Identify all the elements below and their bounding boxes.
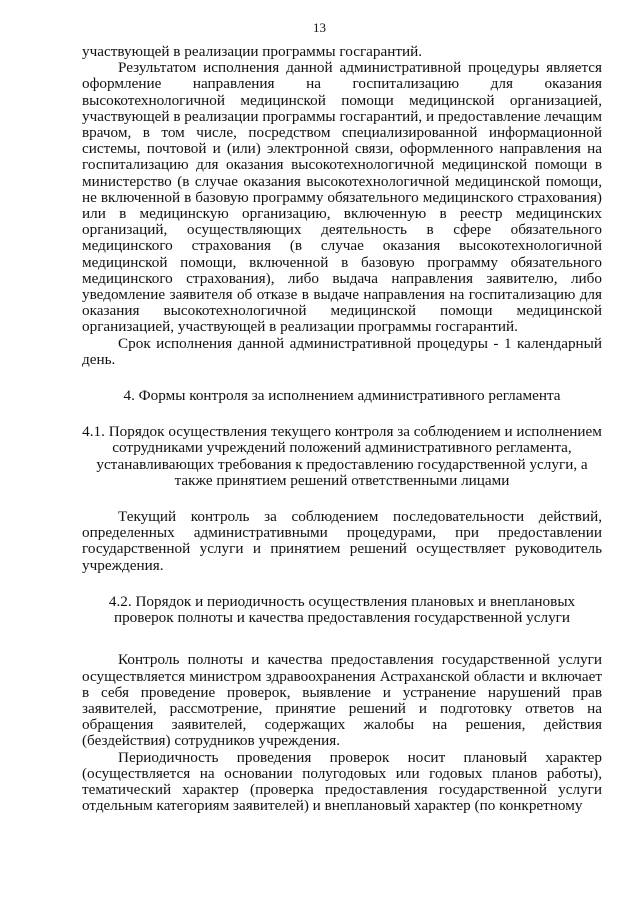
page-content bbox=[82, 44, 602, 814]
page-number: 13 bbox=[313, 20, 326, 35]
paragraph-continuation: участвующей в реализации программы госгарантий. bbox=[82, 43, 423, 60]
paragraph-periodicity: Периодичность проведения проверок носит плановый характер (осуществляется на основании полугодовых или годовых планов работы), тематический характер (проверка предоставления государственной услуги отдельным категориям заявителей) и внеплановый характер (по конкретному bbox=[82, 748, 602, 815]
subsection-heading-4-2: 4.2. Порядок и периодичность осуществления плановых и внеплановых проверок полноты и качества предоставления государственной услуги bbox=[108, 592, 576, 627]
paragraph-current-control: Текущий контроль за соблюдением последовательности действий, определенных административными процедурами, при предоставлении государственной услуги и принятием решений осуществляет руководитель учреждения. bbox=[82, 508, 602, 574]
section-heading-4: 4. Формы контроля за исполнением административного регламента bbox=[123, 387, 561, 405]
paragraph-quality-control: Контроль полноты и качества предоставления государственной услуги осуществляется министром здравоохранения Астраханской области и включает в себя проведение проверок, выявление и устранение нарушений прав заявителей, рассмотрение, принятие решений и подготовку ответов на обращения заявителей, содержащих жалобы на решения, действия (бездействия) сотрудников учреждения. bbox=[82, 651, 602, 750]
paragraph-deadline: Срок исполнения данной административной процедуры - 1 календарный день. bbox=[82, 334, 602, 368]
subsection-heading-4-1: 4.1. Порядок осуществления текущего контроля за соблюдением и исполнением сотрудниками учреждений положений административного регламента, устанавливающих требования к предоставлению государственной услуги, а также принятием решений ответственными лицами bbox=[82, 423, 602, 489]
paragraph-result: Результатом исполнения данной административной процедуры является оформление направления на госпитализацию для оказания высокотехнологичной медицинской помощи медицинской организацией, участвующей в реализации программы госгарантий, и предоставление лечащим врачом, в том числе, посредством специализированной информационной системы, почтовой и (или) электронной связи, оформленного направления на госпитализацию для оказания высокотехнологичной медицинской помощи в министерство (в случае оказания высокотехнологичной медицинской помощи, не включенной в базовую программу обязательного медицинского страхования) или в медицинскую организацию, включенную в реестр медицинских организаций, осуществляющих деятельность в сфере обязательного медицинского страхования (в случае оказания высокотехнологичной медицинской помощи, включенной в базовую программу обязательного медицинского страхования), либо выдача направления заявителю, либо уведомление заявителя об отказе в выдаче направления на госпитализацию для оказания высокотехнологичной медицинской помощи медицинской организацией, участвующей в реализации программы госгарантий. bbox=[82, 59, 602, 336]
